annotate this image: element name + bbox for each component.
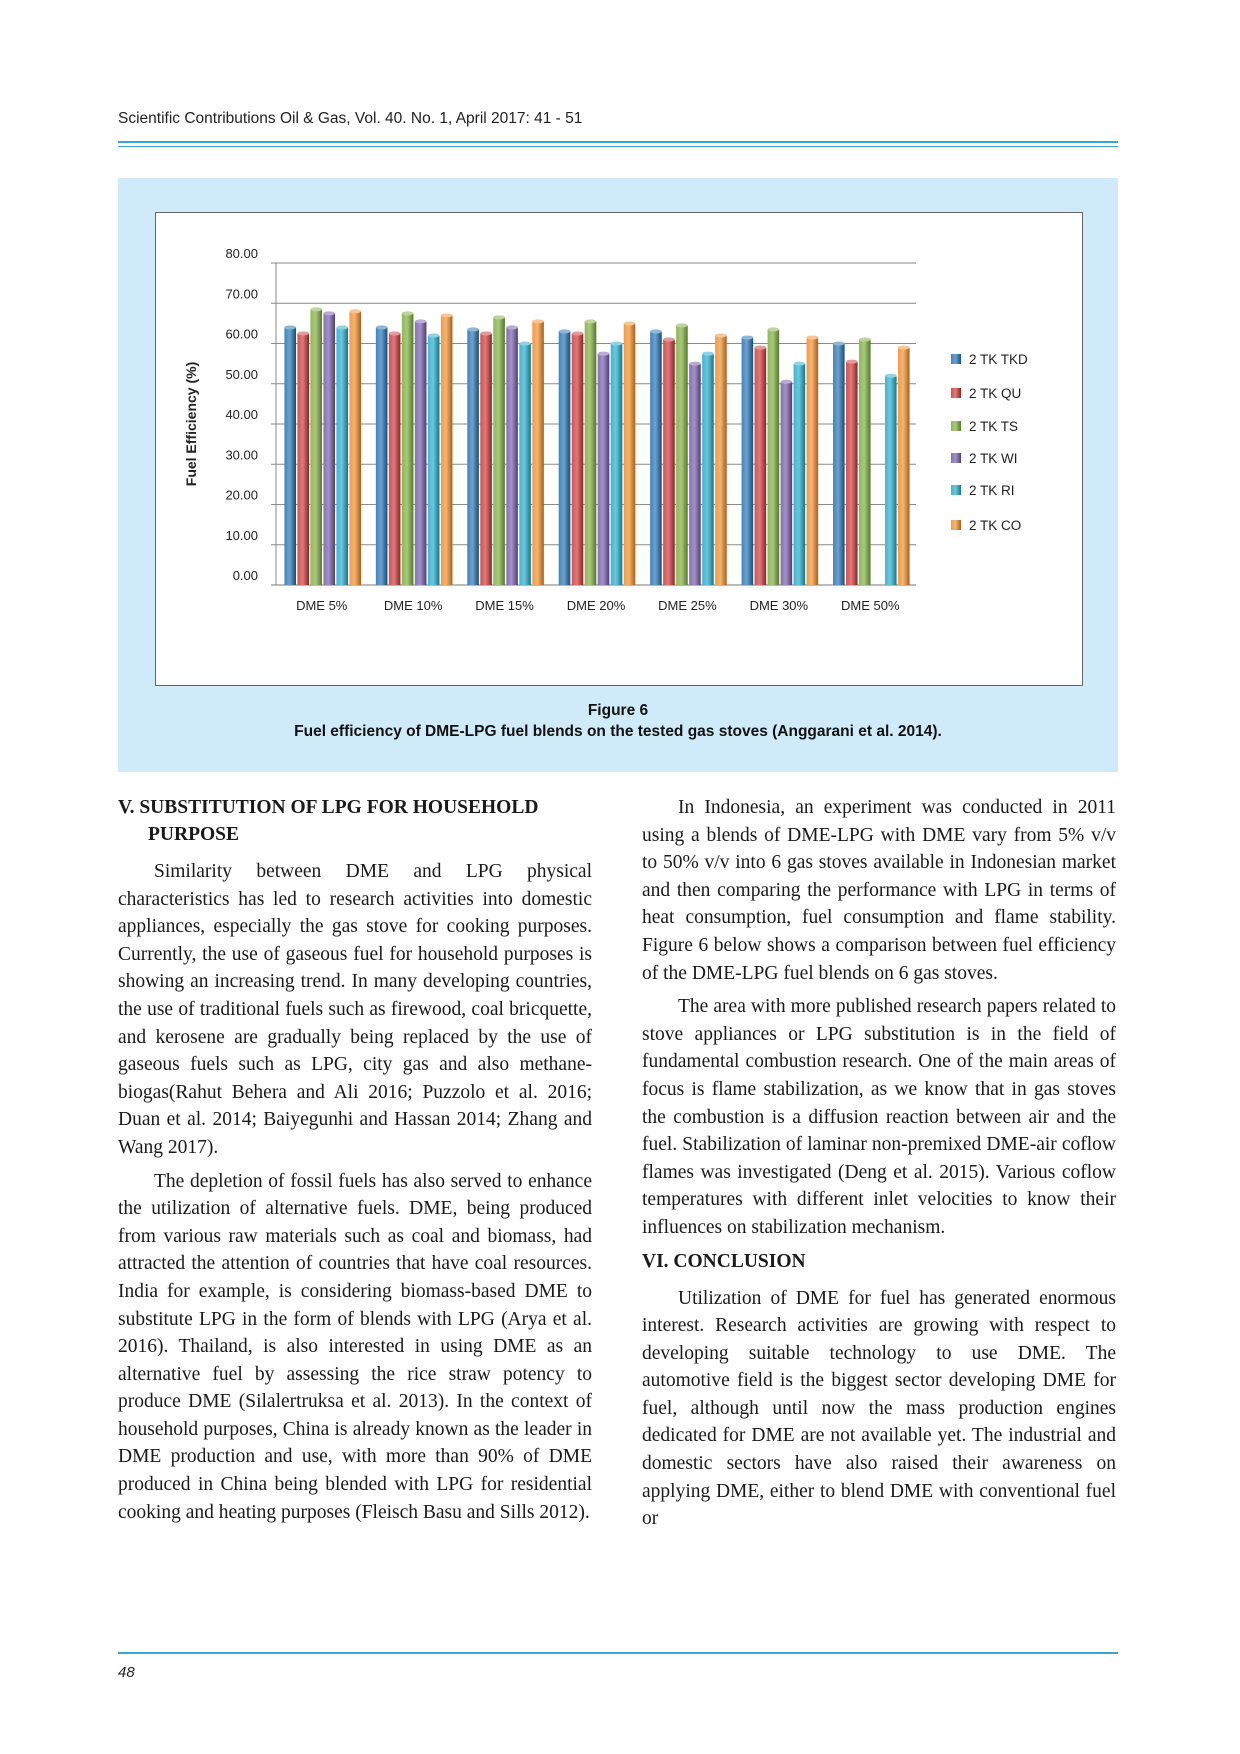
bar: [663, 339, 675, 585]
bar: [585, 321, 597, 585]
bar: [611, 344, 623, 586]
bar: [323, 313, 335, 585]
legend-swatch: [951, 520, 961, 530]
bar: [859, 339, 871, 585]
bar-cap: [532, 319, 544, 323]
bar-cap: [676, 323, 688, 327]
section-5-paragraph-1: Similarity between DME and LPG physical characteristics has led to research activities into domestic appliances, especially the gas stove for cooking purposes. Currently, the use of gaseous fuel for household purposes is showing an increasing trend. In many developing countries, the use of traditional fuels such as firewood, coal bricquette, and kerosene are gradually being replaced by the use of gaseous fuels such as LPG, city gas and also methane-biogas(Rahut Behera and Ali 2016; Puzzolo et al. 2016; Duan et al. 2014; Baiyegunhi and Hassan 2014; Zhang and Wang 2017).: [118, 861, 592, 1158]
bar: [441, 315, 453, 585]
bar: [598, 354, 610, 585]
legend-swatch: [951, 354, 961, 364]
bar: [532, 321, 544, 585]
figure-caption-text: Fuel efficiency of DME-LPG fuel blends on the tested gas stoves (Anggarani et al. 2014).: [294, 723, 942, 740]
bar: [376, 327, 388, 585]
bar: [467, 329, 479, 585]
left-column: [118, 794, 592, 1532]
bar-cap: [624, 321, 636, 325]
legend-label: 2 TK TS: [969, 419, 1019, 434]
figure-caption: [118, 700, 1118, 742]
section-6-number: VI.: [642, 1250, 669, 1272]
bar: [702, 354, 714, 585]
bar-cap: [441, 313, 453, 317]
header-rule-thin: [118, 146, 1118, 147]
legend-swatch: [951, 453, 961, 463]
bar: [415, 321, 427, 585]
y-tick-label: 30.00: [225, 447, 258, 463]
section-5-heading: [118, 794, 592, 848]
bar: [389, 333, 401, 585]
bar-cap: [689, 362, 701, 366]
bar-cap: [493, 315, 505, 319]
bar: [349, 311, 361, 585]
section-5-paragraph-4: The area with more published research papers related to stove appliances or LPG substitution is in the field of fundamental combustion research. One of the main areas of focus is flame stabilization, as we know that in gas stoves the combustion is a diffusion reaction between air and the fuel. Stabilization of laminar non-premixed DME-air coflow flames was investigated (Deng et al. 2015). Various coflow temperatures with different inlet velocities to know their influences on stabilization mechanism.: [642, 996, 1116, 1238]
bar: [846, 362, 858, 585]
x-tick-label: DME 15%: [475, 598, 534, 613]
bar: [336, 327, 348, 585]
bar-cap: [715, 333, 727, 337]
fuel-efficiency-bar-chart: [156, 213, 1082, 685]
bar: [310, 309, 322, 585]
bar: [428, 335, 440, 585]
right-column: [642, 794, 1116, 1539]
bar-cap: [585, 319, 597, 323]
figure-6: [118, 178, 1118, 772]
bar-cap: [506, 325, 518, 329]
legend-label: 2 TK TKD: [969, 352, 1028, 367]
bar-cap: [297, 331, 309, 335]
bar: [572, 333, 584, 585]
legend-swatch: [951, 485, 961, 495]
bar-cap: [781, 380, 793, 384]
bar: [885, 376, 897, 585]
bar: [624, 323, 636, 585]
x-tick-label: DME 30%: [749, 598, 809, 613]
bar-cap: [519, 342, 531, 346]
bar-cap: [807, 335, 819, 339]
bar: [807, 337, 819, 585]
bar: [689, 364, 701, 585]
legend-label: 2 TK WI: [969, 451, 1018, 466]
y-tick-label: 60.00: [225, 326, 258, 342]
footer-rule: [118, 1652, 1118, 1654]
y-tick-label: 70.00: [225, 286, 258, 302]
y-tick-label: 10.00: [225, 527, 258, 543]
legend-label: 2 TK RI: [969, 483, 1015, 498]
y-tick-label: 20.00: [225, 487, 258, 503]
section-5-paragraph-3: In Indonesia, an experiment was conducted in 2011 using a blends of DME-LPG with DME vary from 5% v/v to 50% v/v into 6 gas stoves available in Indonesian market and then comparing the performance with LPG in terms of heat consumption, fuel consumption and flame stability. Figure 6 below shows a comparison between fuel efficiency of the DME-LPG fuel blends on 6 gas stoves.: [642, 797, 1116, 984]
y-tick-label: 0.00: [232, 568, 258, 583]
bar-cap: [598, 352, 610, 356]
x-tick-label: DME 25%: [658, 598, 717, 613]
bar: [506, 327, 518, 585]
bar-cap: [336, 325, 348, 329]
bar: [794, 364, 806, 585]
bar: [755, 348, 767, 585]
x-tick-label: DME 50%: [841, 598, 900, 613]
bar-cap: [323, 311, 335, 315]
bar-cap: [650, 329, 662, 333]
x-tick-label: DME 5%: [296, 598, 348, 613]
section-6-heading: [642, 1248, 1116, 1275]
bar: [650, 331, 662, 585]
bar-cap: [428, 333, 440, 337]
bar-cap: [415, 319, 427, 323]
bar-cap: [389, 331, 401, 335]
bar: [676, 325, 688, 585]
bar-cap: [885, 374, 897, 378]
section-5-title: SUBSTITUTION OF LPG FOR HOUSEHOLD PURPOSE: [139, 797, 539, 845]
y-axis-label: Fuel Efficiency (%): [183, 361, 199, 487]
header-rule: [118, 141, 1118, 143]
section-6-title: CONCLUSION: [673, 1250, 806, 1272]
legend-swatch: [951, 388, 961, 398]
section-6-paragraph-1: Utilization of DME for fuel has generated enormous interest. Research activities are growing with respect to developing suitable technology to use DME. The automotive field is the biggest sector developing DME for fuel, although until now the mass production engines dedicated for DME are not available yet. The industrial and domestic sectors have also raised their awareness on applying DME, either to blend DME with conventional fuel or: [642, 1287, 1116, 1530]
bar: [284, 327, 296, 585]
bar-cap: [572, 331, 584, 335]
bar-cap: [611, 342, 623, 346]
bar-cap: [349, 309, 361, 313]
y-tick-label: 40.00: [225, 407, 258, 422]
bar: [559, 331, 571, 585]
bar-cap: [755, 346, 767, 350]
bar-cap: [833, 342, 845, 346]
bar: [768, 329, 780, 585]
bar-cap: [663, 337, 675, 341]
bar-cap: [702, 352, 714, 356]
y-tick-label: 50.00: [225, 366, 258, 382]
bar-cap: [376, 325, 388, 329]
figure-number: Figure 6: [587, 702, 649, 719]
bar-cap: [859, 337, 871, 341]
bar: [715, 335, 727, 585]
bar-cap: [846, 360, 858, 364]
bar: [519, 344, 531, 586]
running-header: Scientific Contributions Oil & Gas, Vol. 40. No. 1, April 2017: 41 - 51: [118, 110, 583, 127]
x-tick-label: DME 10%: [383, 598, 443, 613]
bar-cap: [742, 335, 754, 339]
bar: [480, 333, 492, 585]
bar: [402, 313, 414, 585]
legend-swatch: [951, 421, 961, 431]
section-5-number: V.: [118, 797, 135, 818]
bar-cap: [794, 362, 806, 366]
bar-cap: [559, 329, 571, 333]
bar-cap: [402, 311, 414, 315]
bar-cap: [768, 327, 780, 331]
bar-cap: [898, 346, 910, 350]
bar-cap: [310, 307, 322, 311]
bar: [781, 382, 793, 585]
bar-cap: [284, 325, 296, 329]
section-5-paragraph-2: The depletion of fossil fuels has also served to enhance the utilization of alternative fuels. DME, being produced from various raw materials such as coal and biomass, had attracted the attention of countries that have coal resources. India for example, is considering biomass-based DME to substitute LPG in the form of blends with LPG (Arya et al. 2016). Thailand, is also interested in using DME as an alternative fuel by assessing the rice straw potency to produce DME (Silalertruksa et al. 2013). In the context of household purposes, China is already known as the leader in DME production and use, with more than 90% of DME produced in China being blended with LPG for residential cooking and heating purposes (Fleisch Basu and Sills 2012).: [118, 1170, 592, 1523]
y-tick-label: 80.00: [225, 246, 258, 261]
chart-frame: [155, 212, 1083, 686]
bar: [297, 333, 309, 585]
legend-label: 2 TK QU: [969, 386, 1022, 401]
bar: [898, 348, 910, 585]
page-number: 48: [118, 1664, 135, 1681]
bar: [493, 317, 505, 585]
x-tick-label: DME 20%: [566, 598, 626, 613]
bar: [742, 337, 754, 585]
bar: [833, 344, 845, 586]
bar-cap: [467, 327, 479, 331]
legend-label: 2 TK CO: [969, 518, 1022, 533]
bar-cap: [480, 331, 492, 335]
